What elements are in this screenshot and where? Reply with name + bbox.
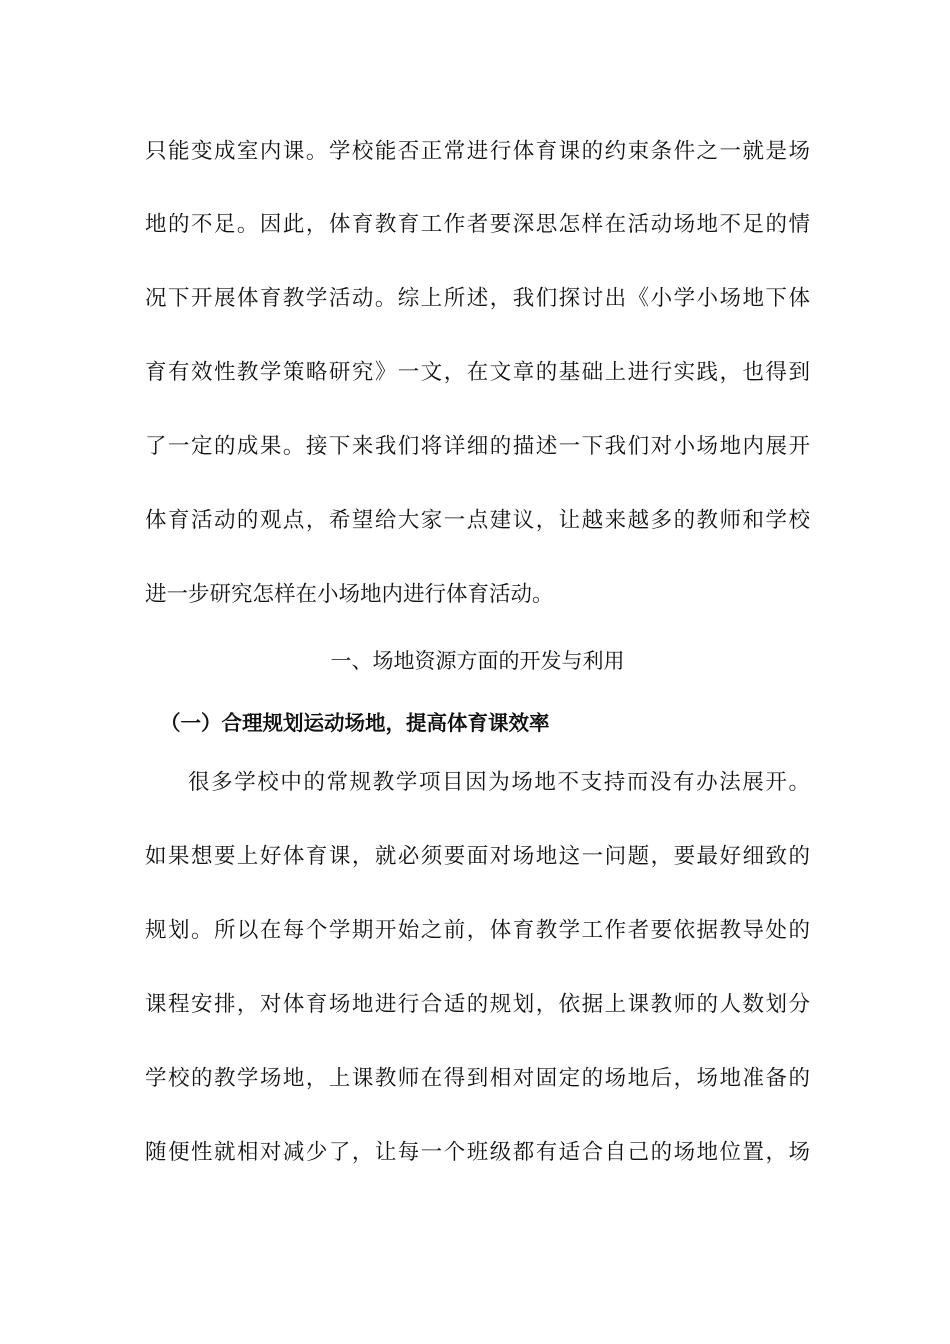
paragraph1-line-1: 只能变成室内课。学校能否正常进行体育课的约束条件之一就是场 — [145, 139, 810, 164]
paragraph1-line-7: 进一步研究怎样在小场地内进行体育活动。 — [145, 582, 554, 607]
paragraph2-line-1: 很多学校中的常规教学项目因为场地不支持而没有办法展开。 — [188, 770, 810, 795]
subsection-heading: （一）合理规划运动场地，提高体育课效率 — [160, 711, 550, 735]
paragraph1-line-5: 了一定的成果。接下来我们将详细的描述一下我们对小场地内展开 — [145, 434, 810, 459]
paragraph1-line-3: 况下开展体育教学活动。综上所述，我们探讨出《小学小场地下体 — [145, 286, 810, 311]
paragraph1-line-6: 体育活动的观点，希望给大家一点建议，让越来越多的教师和学校 — [145, 508, 810, 533]
paragraph2-line-2: 如果想要上好体育课，就必须要面对场地这一问题，要最好细致的 — [145, 844, 810, 869]
paragraph2-line-3: 规划。所以在每个学期开始之前，体育教学工作者要依据教导处的 — [145, 918, 810, 943]
paragraph1-line-2: 地的不足。因此，体育教育工作者要深思怎样在活动场地不足的情 — [145, 212, 810, 237]
section-heading: 一、场地资源方面的开发与利用 — [330, 649, 625, 673]
paragraph1-line-4: 育有效性教学策略研究》一文，在文章的基础上进行实践，也得到 — [145, 360, 810, 385]
paragraph2-line-4: 课程安排，对体育场地进行合适的规划，依据上课教师的人数划分 — [145, 992, 810, 1017]
paragraph2-line-5: 学校的教学场地，上课教师在得到相对固定的场地后，场地准备的 — [145, 1066, 810, 1091]
paragraph2-line-6: 随便性就相对减少了，让每一个班级都有适合自己的场地位置，场 — [145, 1140, 810, 1165]
